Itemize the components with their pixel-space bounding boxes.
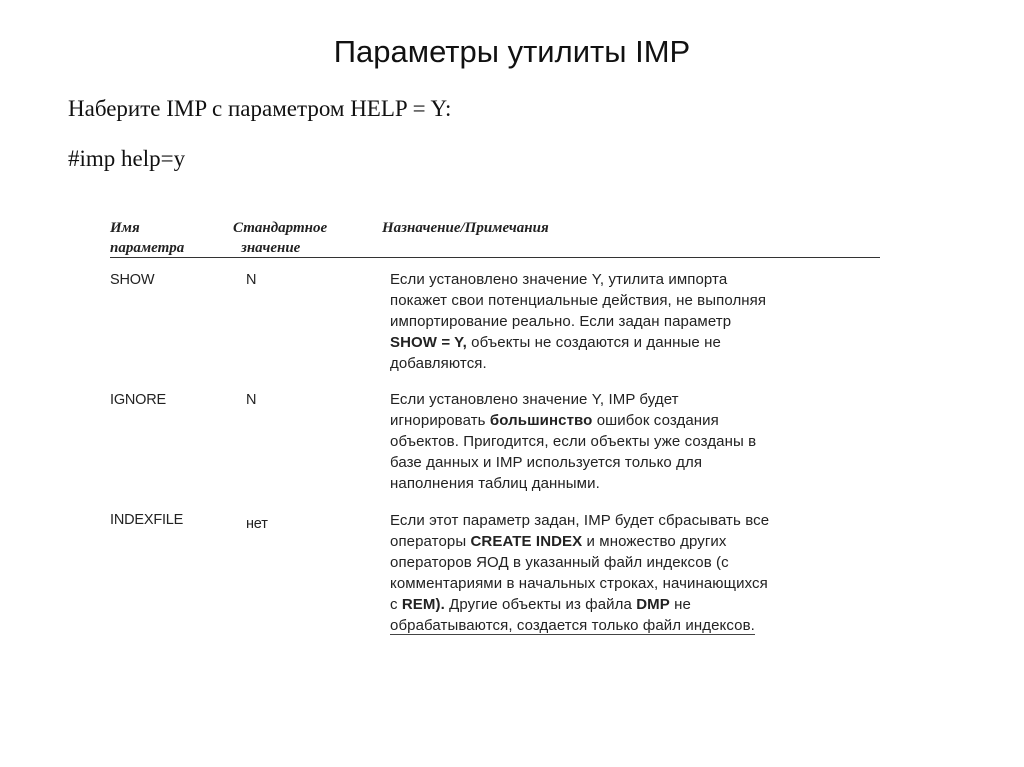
- header-purpose: Назначение/Примечания: [382, 220, 549, 236]
- header-name-line1: Имя: [110, 220, 140, 236]
- desc-bold: DMP: [636, 596, 670, 613]
- desc-text: комментариями в начальных строках, начинающихся: [390, 575, 768, 592]
- desc-text: операторов ЯОД в указанный файл индексов (с: [390, 554, 729, 571]
- desc-text: обрабатываются, создается только файл индексов.: [390, 617, 755, 634]
- header-default-line1: Стандартное: [233, 220, 328, 236]
- instruction-text: Наберите IMP с параметром HELP = Y:: [68, 96, 452, 121]
- desc-text: с: [390, 596, 402, 613]
- desc-text: операторы: [390, 533, 471, 550]
- desc-bold: большинство: [489, 412, 593, 429]
- param-default: N: [246, 392, 257, 408]
- command-text: #imp help=y: [68, 146, 186, 171]
- desc-text: Если установлено значение Y, утилита импорта: [390, 271, 728, 288]
- slide-title: Параметры утилиты IMP: [333, 34, 691, 69]
- desc-bold: REM).: [401, 596, 445, 613]
- param-description: [390, 269, 870, 374]
- desc-bold: SHOW = Y,: [390, 334, 467, 351]
- desc-bold: CREATE INDEX: [470, 533, 583, 550]
- desc-text: объектов. Пригодится, если объекты уже созданы в: [390, 433, 757, 450]
- param-default: N: [246, 272, 257, 288]
- desc-text: импортирование реально. Если задан параметр: [390, 313, 732, 330]
- desc-text: добавляются.: [390, 355, 487, 372]
- desc-text: и множество других: [582, 533, 727, 550]
- param-name: IGNORE: [110, 392, 166, 408]
- header-name: [110, 218, 184, 258]
- desc-text: Если установлено значение Y, IMP будет: [390, 391, 679, 408]
- desc-text: Другие объекты из файла: [444, 596, 637, 613]
- header-default-line2: значение: [241, 240, 301, 256]
- param-name: SHOW: [110, 272, 155, 288]
- desc-text: игнорировать: [390, 412, 490, 429]
- desc-text: покажет свои потенциальные действия, не выполняя: [390, 292, 767, 309]
- param-description: [390, 510, 870, 636]
- param-name: INDEXFILE: [110, 512, 184, 528]
- desc-text: объекты не создаются и данные не: [466, 334, 721, 351]
- header-divider: [110, 257, 880, 258]
- desc-text: базе данных и IMP используется только для: [390, 454, 703, 471]
- desc-text: наполнения таблиц данными.: [390, 475, 600, 492]
- header-name-line2: параметра: [110, 240, 185, 256]
- param-description: [390, 389, 870, 494]
- desc-text: ошибок создания: [592, 412, 719, 429]
- header-default: [233, 218, 327, 258]
- desc-text: не: [669, 596, 691, 613]
- desc-text: Если этот параметр задан, IMP будет сбрасывать все: [390, 512, 770, 529]
- param-default: нет: [246, 516, 268, 532]
